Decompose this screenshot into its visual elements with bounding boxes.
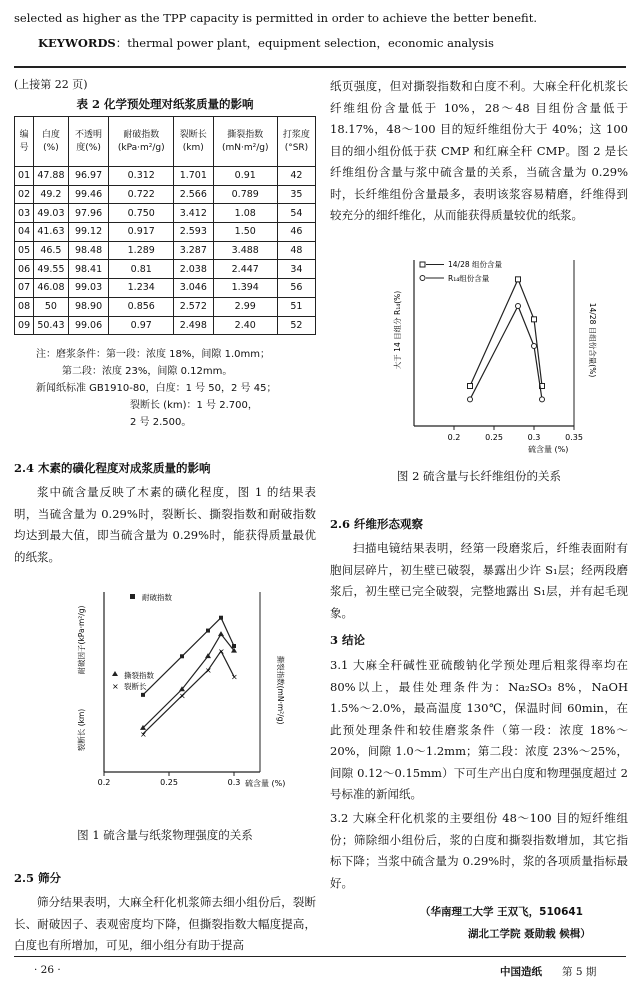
fig1-point (232, 644, 236, 648)
fig1-point: × (205, 666, 212, 676)
table-cell: 99.03 (68, 279, 109, 298)
section-3-title: 3 结论 (330, 633, 366, 647)
section-2-6-title: 2.6 纤维形态观察 (330, 517, 424, 531)
table-note-2: 第二段：浓度 23%，间隙 0.12mm。 (62, 366, 233, 377)
conclusion-3-2: 3.2 大麻全秆化机浆的主要组份 48～100 目的短纤维组份；筛除细小组份后，浆的白度和撕裂指数增加，其它指标下降；当浆中硫含量为 0.29%时，浆的各项质量指标最好。 (330, 811, 628, 890)
table-cell: 2.447 (213, 260, 277, 279)
fig2-point (532, 344, 537, 349)
fig1-point (180, 654, 184, 658)
fig2-x-tick-label: 0.2 (447, 433, 461, 442)
table-cell: 0.97 (109, 316, 174, 335)
table-note-1: 注：磨浆条件：第一段：浓度 18%，间隙 1.0mm； (36, 349, 270, 360)
fig2-point (516, 277, 521, 282)
table-cell: 0.722 (109, 185, 174, 204)
table-cell: 3.287 (174, 241, 214, 260)
fig2-legend-marker-1 (420, 262, 425, 267)
table-cell: 98.48 (68, 241, 109, 260)
data-table (14, 116, 316, 335)
table-cell: 3.046 (174, 279, 214, 298)
table-cell: 46.5 (34, 241, 68, 260)
fig1-legend-burst: 耐破指数 (142, 593, 172, 602)
table-cell: 2.038 (174, 260, 214, 279)
table-cell: 49.55 (34, 260, 68, 279)
fig2-x-tick-label: 0.25 (485, 433, 503, 442)
fig2-point (516, 304, 521, 309)
fig2-y-right-label: 14/28 目组份含量(%) (588, 302, 597, 378)
section-2-6-text: 扫描电镜结果表明，经第一段磨浆后，纤维表面附有胞间层碎片，初生壁已破裂，暴露出少许 S₁层；经两段磨浆后，初生壁已完全破裂，完整地露出 S₁层，并有起毛现象。 (330, 541, 628, 620)
fig2-point (468, 397, 473, 402)
table-cell: 51 (277, 297, 315, 316)
table-header-cell: 耐破指数(kPa·m²/g) (109, 117, 174, 167)
fig1-y-label-tear: 撕裂指数(mN·m²/g) (276, 655, 285, 725)
table-row (15, 297, 316, 316)
table-row (15, 185, 316, 204)
table-cell: 46 (277, 223, 315, 242)
right-paragraph-1: 纸页强度，但对撕裂指数和白度不利。大麻全秆化机浆长纤维组份含量低于 10%，28～48 目组份含量低于 18.17%，48～100 目的短纤维组份大于 40%；这 100 目的细小组份低于获 CMP 和红麻全秆 CMP。图 2 是长纤维组份含量与浆中硫含量的关系，当硫含量为 0.29%时，长纤维组份含量最多，表明该浆容易精磨，纤维得到较充分的细纤维化，从而能获得质量较优的纸浆。 (330, 79, 628, 222)
table-cell: 0.312 (109, 167, 174, 186)
header-rule (14, 66, 626, 68)
table-row (15, 167, 316, 186)
continued-note: (上接第 22 页) (14, 78, 88, 91)
table-cell: 1.50 (213, 223, 277, 242)
table-cell: 0.91 (213, 167, 277, 186)
table-cell: 2.498 (174, 316, 214, 335)
fig1-point (218, 631, 224, 636)
table-header-row (15, 117, 316, 167)
table-cell: 97.96 (68, 204, 109, 223)
fig1-legend-marker-tear (112, 671, 118, 676)
table-body (15, 167, 316, 335)
table-row (15, 223, 316, 242)
author-line-1: （华南理工大学 王双飞，510641 (420, 906, 583, 918)
table-cell: 52 (277, 316, 315, 335)
table-cell: 2.566 (174, 185, 214, 204)
fig1-x-label: 硫含量 (%) (245, 779, 286, 788)
section-2-4-text: 浆中硫含量反映了木素的磺化程度，图 1 的结果表明，当硫含量为 0.29%时，裂断长、撕裂指数和耐破指数均达到最大值，即当硫含量为 0.29%时，能获得质量最优的纸浆。 (14, 485, 316, 564)
fig1-point (219, 616, 223, 620)
table-cell: 03 (15, 204, 34, 223)
table-header-cell: 裂断长(km) (174, 117, 214, 167)
table-cell: 41.63 (34, 223, 68, 242)
table-cell: 0.750 (109, 204, 174, 223)
fig2-y-left-label: 大于 14 目组分 R₁₄(%) (393, 290, 402, 370)
table-cell: 96.97 (68, 167, 109, 186)
fig2-legend-r14: R₁₄组份含量 (448, 274, 490, 283)
fig1-legend-marker-burst (130, 594, 135, 599)
table-cell: 1.289 (109, 241, 174, 260)
fig2-legend-1428: 14/28 组份含量 (448, 260, 502, 269)
fig1-series-line-2 (143, 651, 234, 734)
table-cell: 2.572 (174, 297, 214, 316)
table-cell: 05 (15, 241, 34, 260)
table-header-cell: 打浆度(°SR) (277, 117, 315, 167)
table-cell: 49.03 (34, 204, 68, 223)
table-cell: 2.99 (213, 297, 277, 316)
table-cell: 1.701 (174, 167, 214, 186)
table-cell: 1.394 (213, 279, 277, 298)
table-cell: 42 (277, 167, 315, 186)
fig1-series-line-0 (143, 618, 234, 695)
fig1-x-tick-label: 0.3 (227, 778, 241, 787)
table-header-cell: 不透明度(%) (68, 117, 109, 167)
table-cell: 02 (15, 185, 34, 204)
fig1-point: × (140, 729, 147, 739)
fig1-legend-tear: 撕裂指数 (124, 671, 154, 680)
table-cell: 99.12 (68, 223, 109, 242)
table-row (15, 260, 316, 279)
keywords-text: ：thermal power plant，equipment selection，economic analysis (115, 36, 494, 50)
table-cell: 56 (277, 279, 315, 298)
table-cell: 1.08 (213, 204, 277, 223)
table-cell: 3.488 (213, 241, 277, 260)
fig1-y-label-breaking: 裂断长 (km) (77, 708, 86, 752)
figure-2-chart (378, 250, 608, 458)
table-cell: 0.917 (109, 223, 174, 242)
table-row (15, 241, 316, 260)
table-cell: 50.43 (34, 316, 68, 335)
table-row (15, 204, 316, 223)
fig2-x-tick-label: 0.3 (527, 433, 541, 442)
section-2-4-title: 2.4 木素的磺化程度对成浆质量的影响 (14, 461, 211, 475)
table-cell: 06 (15, 260, 34, 279)
table-header-cell: 撕裂指数(mN·m²/g) (213, 117, 277, 167)
table-cell: 2.593 (174, 223, 214, 242)
table-row (15, 316, 316, 335)
footer-rule (14, 956, 626, 957)
fig1-y-label-burst: 耐破因子(kPa·m²/g) (77, 605, 86, 675)
fig2-legend-marker-2 (420, 276, 425, 281)
table-cell: 54 (277, 204, 315, 223)
table-cell: 01 (15, 167, 34, 186)
table-cell: 48 (277, 241, 315, 260)
fig1-legend (124, 592, 172, 691)
fig1-point: × (218, 647, 225, 657)
table-cell: 0.81 (109, 260, 174, 279)
fig1-point (141, 693, 145, 697)
table-cell: 1.234 (109, 279, 174, 298)
table-cell: 50 (34, 297, 68, 316)
fig1-point: × (231, 672, 238, 682)
table-header-cell: 编号 (15, 117, 34, 167)
figure-1-chart (60, 580, 300, 800)
table-title: 表 2 化学预处理对纸浆质量的影响 (76, 97, 254, 111)
table-cell: 0.856 (109, 297, 174, 316)
table-cell: 07 (15, 279, 34, 298)
fig2-x-label: 硫含量 (%) (528, 445, 569, 454)
fig1-legend-breaking: 裂断长 (124, 682, 147, 691)
table-cell: 98.90 (68, 297, 109, 316)
table-cell: 09 (15, 316, 34, 335)
fig1-x-tick-label: 0.2 (97, 778, 111, 787)
table-note-3: 新闻纸标准 GB1910-80，白度：1 号 50，2 号 45； (36, 383, 277, 394)
table-cell: 3.412 (174, 204, 214, 223)
table-cell: 99.06 (68, 316, 109, 335)
table-cell: 49.2 (34, 185, 68, 204)
table-cell: 2.40 (213, 316, 277, 335)
journal-issue: 第 5 期 (562, 966, 597, 978)
section-2-5-title: 2.5 筛分 (14, 871, 62, 885)
author-line-2: 湖北工学院 聂勋载 候楫） (468, 928, 591, 940)
fig2-x-tick-label: 0.35 (565, 433, 583, 442)
table-row (15, 279, 316, 298)
figure-2-caption: 图 2 硫含量与长纤维组份的关系 (396, 469, 562, 483)
fig2-legend (420, 259, 502, 283)
table-cell: 35 (277, 185, 315, 204)
table-note-4: 裂断长 (km)：1 号 2.700， (130, 400, 258, 411)
keywords-label: KEYWORDS (38, 36, 116, 50)
table-note-5: 2 号 2.500。 (130, 417, 192, 428)
table-cell: 47.88 (34, 167, 68, 186)
conclusion-3-1: 3.1 大麻全秆碱性亚硫酸钠化学预处理后粗浆得率均在 80%以上，最佳处理条件为：Na₂SO₃ 8%，NaOH 1.5%～2.0%，最高温度 130℃，保温时间 60min，在此预处理条件和较佳磨浆条件（第一段：浓度 18%～20%，间隙 1.0～1.2mm；第二段：浓度 23%～25%，间隙 0.12～0.15mm）下可生产出白度和物理强度超过 2 号标准的新闻纸。 (330, 658, 628, 801)
table-cell: 08 (15, 297, 34, 316)
table-cell: 0.789 (213, 185, 277, 204)
fig1-x-tick-label: 0.25 (160, 778, 178, 787)
page-number: · 26 · (34, 964, 61, 976)
journal-name: 中国造纸 (500, 966, 542, 978)
table-cell: 04 (15, 223, 34, 242)
fig1-legend-marker-breaking: × (112, 682, 119, 691)
section-2-5-text: 筛分结果表明，大麻全秆化机浆筛去细小组份后，裂断长、耐破因子、表观密度均下降，但撕裂指数大幅度提高，白度也有所增加，可见，细小组分有助于提高 (14, 895, 316, 952)
table-cell: 98.41 (68, 260, 109, 279)
table-cell: 46.08 (34, 279, 68, 298)
fig1-point (205, 653, 211, 658)
fig2-series-line-0 (470, 279, 542, 386)
abstract-tail: selected as higher as the TPP capacity is permitted in order to achieve the better benefit. (14, 11, 537, 25)
table-header-cell: 白度(%) (34, 117, 68, 167)
table-cell: 34 (277, 260, 315, 279)
fig2-point (468, 384, 473, 389)
fig1-point: × (179, 691, 186, 701)
keywords-line (38, 35, 628, 51)
figure-1-caption: 图 1 硫含量与纸浆物理强度的关系 (77, 828, 253, 842)
table-cell: 99.46 (68, 185, 109, 204)
fig2-point (540, 397, 545, 402)
fig2-point (532, 317, 537, 322)
fig1-point (206, 629, 210, 633)
